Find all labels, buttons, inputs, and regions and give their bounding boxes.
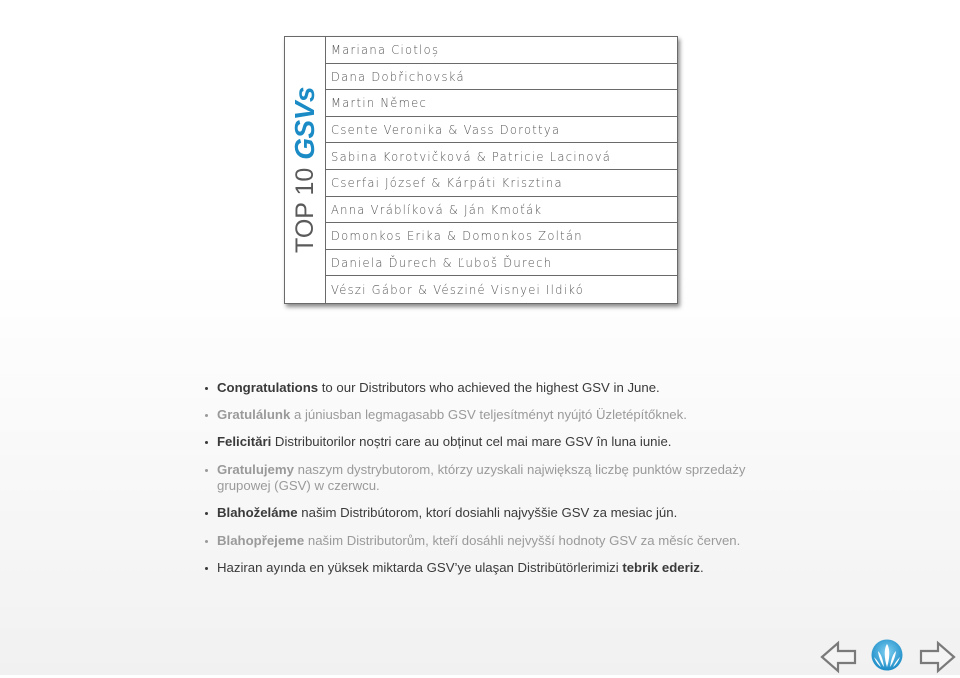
message-tr-bold: tebrik ederiz: [622, 560, 701, 575]
heading-prefix: TOP 10: [290, 167, 319, 253]
message-cz-text: našim Distributorům, kteří dosáhli nejvyšší hodnoty GSV za měsíc červen.: [304, 533, 741, 548]
message-en: [205, 380, 660, 396]
distributor-name: Cserfai József & Kárpáti Krisztina: [331, 175, 563, 191]
distributor-name: Csente Veronika & Vass Dorottya: [331, 122, 561, 138]
distributor-name: Domonkos Erika & Domonkos Zoltán: [331, 228, 583, 244]
list-item: [326, 90, 677, 117]
message-cz: [205, 533, 740, 549]
top10-panel: [284, 36, 678, 304]
list-item: [326, 223, 677, 250]
next-button[interactable]: [918, 640, 956, 674]
message-ro: [205, 434, 671, 450]
message-hu-bold: Gratulálunk: [217, 407, 291, 422]
top10-list: [326, 37, 677, 303]
message-tr: [205, 560, 704, 576]
list-item: [326, 64, 677, 91]
message-ro-text: Distribuitorilor noștri care au obținut cel mai mare GSV în luna iunie.: [271, 434, 672, 449]
message-cz-bold: Blahopřejeme: [217, 533, 305, 548]
list-item: [326, 170, 677, 197]
message-pl-bold: Gratulujemy: [217, 462, 294, 477]
arrow-left-icon: [820, 640, 858, 674]
message-hu: [205, 407, 687, 423]
list-item: [326, 143, 677, 170]
distributor-name: Daniela Ďurech & Ľuboš Ďurech: [331, 255, 553, 271]
home-button[interactable]: [870, 638, 904, 674]
top10-heading: [285, 37, 326, 303]
nu-skin-logo-icon: [870, 638, 904, 674]
message-pl: [205, 462, 757, 494]
distributor-name: Martin Němec: [331, 95, 428, 111]
message-sk-text: našim Distribútorom, ktorí dosiahli najvyššie GSV za mesiac jún.: [297, 505, 678, 520]
list-item: [326, 197, 677, 224]
distributor-name: Vészi Gábor & Vésziné Visnyei Ildikó: [331, 282, 585, 298]
arrow-right-icon: [918, 640, 956, 674]
list-item: [326, 276, 677, 303]
message-ro-bold: Felicitări: [217, 434, 272, 449]
heading-brand: GSVs: [289, 87, 320, 160]
message-hu-text: a júniusban legmagasabb GSV teljesítményt nyújtó Üzletépítőknek.: [290, 407, 687, 422]
message-sk-bold: Blahoželáme: [217, 505, 298, 520]
message-en-bold: Congratulations: [217, 380, 319, 395]
distributor-name: Dana Dobřichovská: [331, 68, 465, 84]
message-pl-text: naszym dystrybutorom, którzy uzyskali największą liczbę punktów sprzedaży grupowej (GSV) w czerwcu.: [217, 462, 746, 493]
distributor-name: Sabina Korotvičková & Patricie Lacinová: [331, 148, 612, 164]
prev-button[interactable]: [820, 640, 858, 674]
list-item: [326, 250, 677, 277]
list-item: [326, 117, 677, 144]
list-item: [326, 37, 677, 64]
distributor-name: Anna Vráblíková & Ján Kmoťák: [331, 201, 543, 217]
message-sk: [205, 505, 677, 521]
message-tr-text: Haziran ayında en yüksek miktarda GSV’ye ulaşan Distribütörlerimizi: [217, 560, 623, 575]
message-tr-end: .: [700, 560, 704, 575]
distributor-name: Mariana Ciotloș: [331, 42, 440, 58]
message-en-text: to our Distributors who achieved the highest GSV in June.: [318, 380, 660, 395]
